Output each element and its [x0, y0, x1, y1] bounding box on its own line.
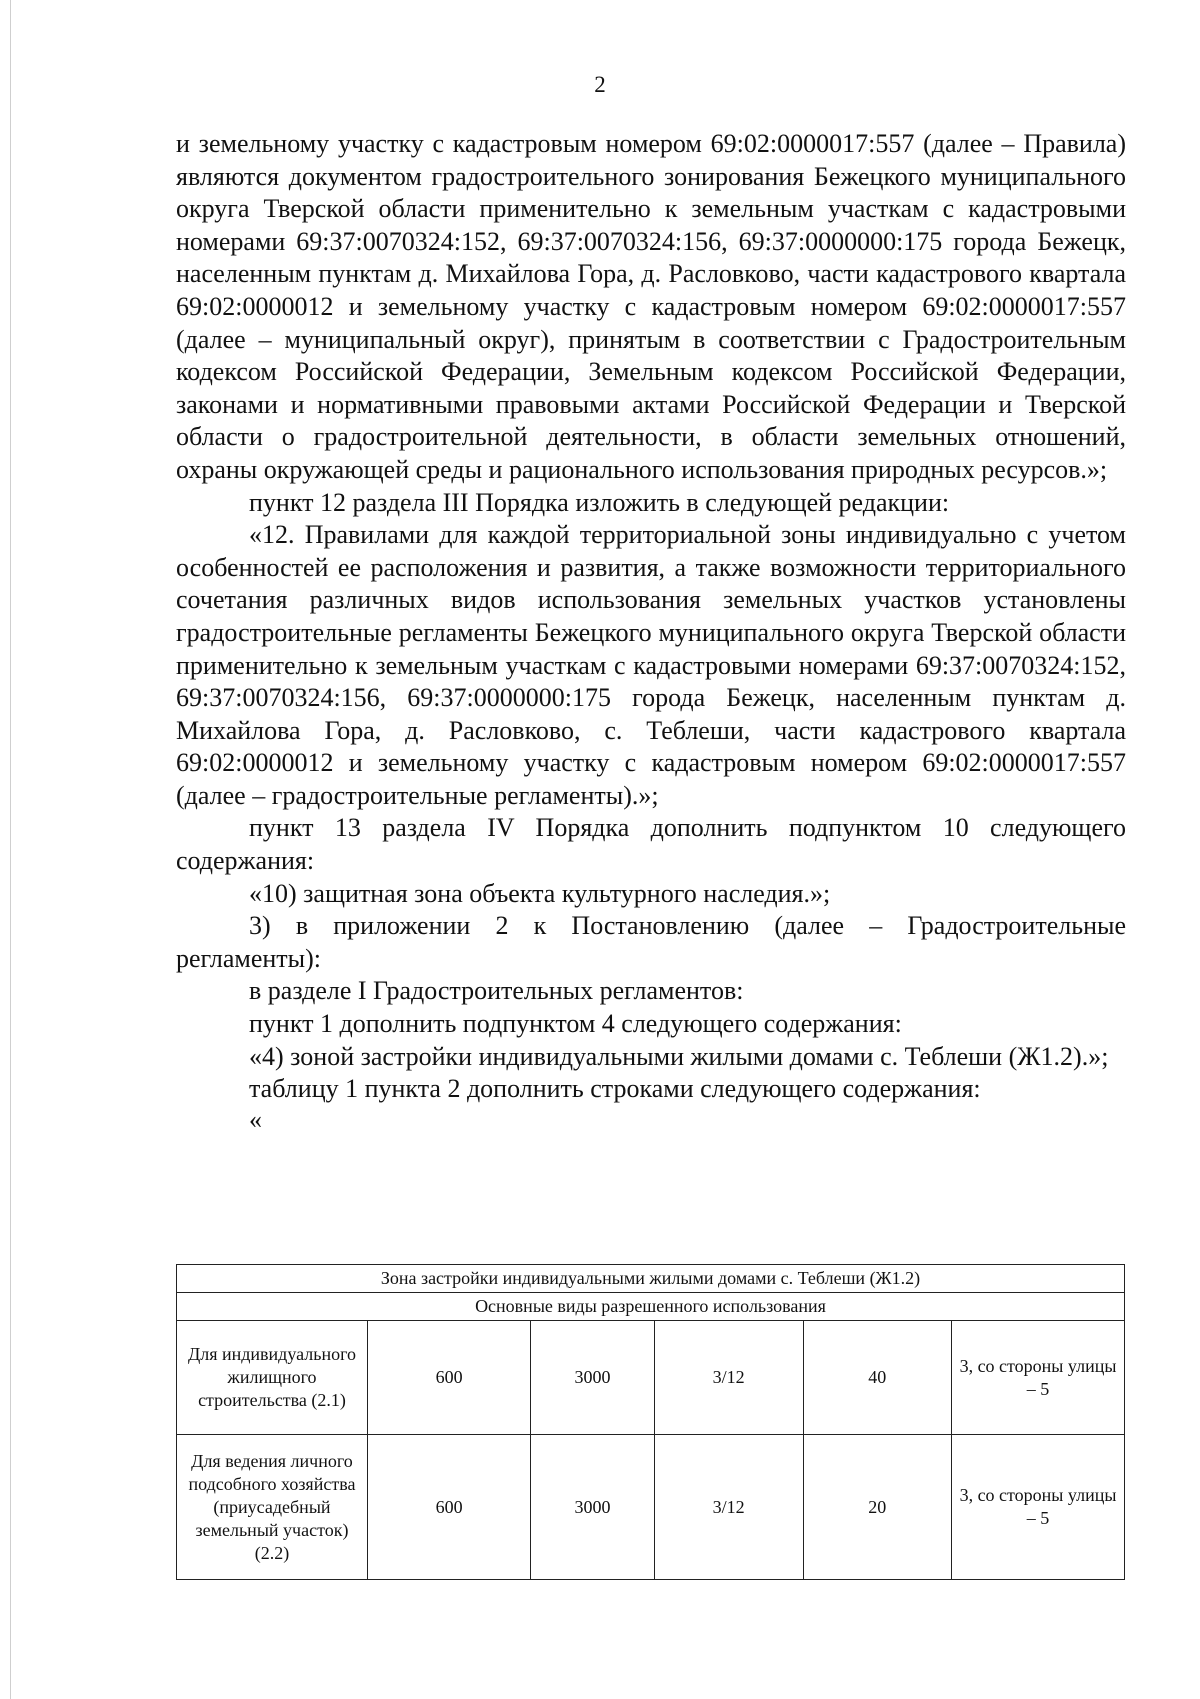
table-sub-header-row — [177, 1293, 1125, 1321]
table-cell-setback: 3, со стороны улицы – 5 — [952, 1321, 1125, 1435]
paragraph-table-1-intro: таблицу 1 пункта 2 дополнить строками следующего содержания: — [249, 1074, 981, 1104]
table-cell-setback: 3, со стороны улицы – 5 — [952, 1435, 1125, 1580]
paragraph-section-1: в разделе I Градостроительных регламентов: — [249, 976, 744, 1006]
paragraph-rules-definition: и земельному участку с кадастровым номером 69:02:0000017:557 (далее – Правила) являются документом градостроительного зонирования Бежецкого муниципального округа Тверской области применительно к земельным участкам с кадастровыми номерами 69:37:0070324:152, 69:37:0070324:156, 69:37:0000000:175 города Бежецк, населенным пунктам д. Михайлова Гора, д. Расловково, части кадастрового квартала 69:02:0000012 и земельному участку с кадастровым номером 69:02:0000017:557 (далее – муниципальный округ), принятым в соответствии с Градостроительным кодексом Российской Федерации, Земельным кодексом Российской Федерации, законами и нормативными правовыми актами Российской Федерации и Тверской области о градостроительной деятельности, в области земельных отношений, охраны окружающей среды и рационального использования природных ресурсов.»; — [176, 129, 1126, 484]
document-body — [176, 128, 1126, 1134]
paragraph-point-12-intro: пункт 12 раздела III Порядка изложить в следующей редакции: — [249, 487, 950, 517]
table-cell-max-area: 3000 — [531, 1435, 654, 1580]
paragraph-point-13-subpoint-10: «10) защитная зона объекта культурного наследия.»; — [249, 878, 831, 908]
paragraph-point-1-intro: пункт 1 дополнить подпунктом 4 следующего содержания: — [249, 1009, 902, 1039]
table-cell-floors: 3/12 — [654, 1321, 803, 1435]
table-cell-min-area: 600 — [367, 1321, 530, 1435]
table-cell-min-area: 600 — [367, 1435, 530, 1580]
scan-edge-line — [10, 0, 11, 1699]
table-cell-use-name: Для ведения личного подсобного хозяйства (приусадебный земельный участок) (2.2) — [177, 1435, 368, 1580]
table-row — [177, 1435, 1125, 1580]
paragraph-point-12-text: «12. Правилами для каждой территориальной зоны индивидуально с учетом особенностей ее расположения и развития, а также возможности территориального сочетания различных видов использования земельных участков установлены градостроительные регламенты Бежецкого муниципального округа Тверской области применительно к земельным участкам с кадастровыми номерами 69:37:0070324:152, 69:37:0070324:156, 69:37:0000000:175 города Бежецк, населенным пунктам д. Михайлова Гора, д. Расловково, с. Теблеши, части кадастрового квартала 69:02:0000012 и земельному участку с кадастровым номером 69:02:0000017:557 (далее – градостроительные регламенты).»; — [176, 520, 1126, 810]
paragraph-appendix-2: 3) в приложении 2 к Постановлению (далее – Градостроительные регламенты): — [176, 911, 1126, 973]
opening-quote-mark: « — [249, 1104, 262, 1134]
table-cell-coverage: 40 — [803, 1321, 952, 1435]
table-cell-max-area: 3000 — [531, 1321, 654, 1435]
zoning-regulations-table — [176, 1264, 1125, 1580]
table-zone-header: Зона застройки индивидуальными жилыми домами с. Теблеши (Ж1.2) — [177, 1265, 1125, 1293]
paragraph-point-13-intro: пункт 13 раздела IV Порядка дополнить подпунктом 10 следующего содержания: — [176, 813, 1126, 876]
table-sub-header: Основные виды разрешенного использования — [177, 1293, 1125, 1321]
table-cell-floors: 3/12 — [654, 1435, 803, 1580]
table-zone-header-row — [177, 1265, 1125, 1293]
page-number: 2 — [594, 72, 606, 97]
table-cell-use-name: Для индивидуального жилищного строительства (2.1) — [177, 1321, 368, 1435]
table-cell-coverage: 20 — [803, 1435, 952, 1580]
paragraph-point-1-subpoint-4: «4) зоной застройки индивидуальными жилыми домами с. Теблеши (Ж1.2).»; — [249, 1041, 1109, 1071]
table-row — [177, 1321, 1125, 1435]
